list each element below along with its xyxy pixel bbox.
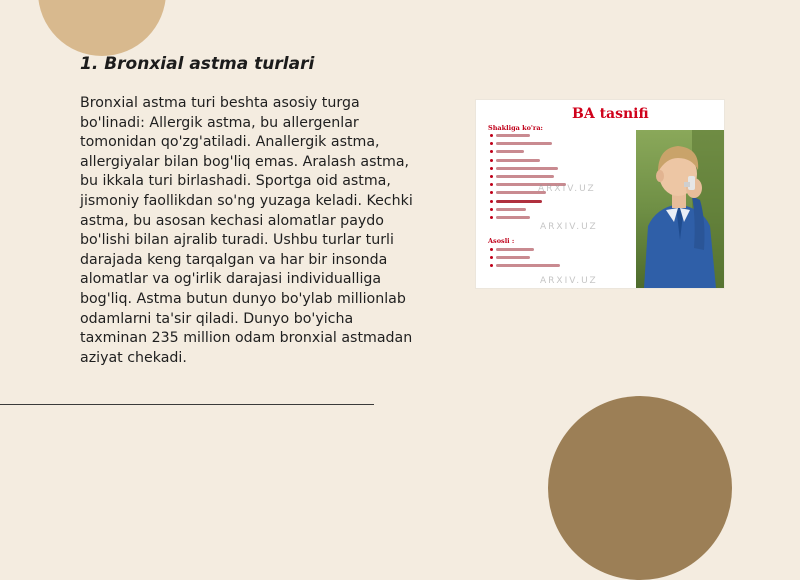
decorative-circle-top xyxy=(38,0,166,56)
watermark: ARXIV.UZ xyxy=(540,276,598,286)
list-item xyxy=(496,200,542,203)
slide-body-text: Bronxial astma turi beshta asosiy turga bo'linadi: Allergik astma, bu allergenlar tomonidan qo'zg'atiladi. Anallergik astma, allergiyalar bilan bog'liq emas. Aralash astma, bu ikkala turi birlashadi. Sportga oid astma, jismoniy faollikdan so'ng yuzaga keladi. Kechki astma, bu asosan kechasi alomatlar paydo bo'lishi bilan ajralib turadi. Ushbu turlar turli darajada keng tarqalgan va har bir insonda alomatlar va og'irlik darajasi individualliga bog'liq. Astma butun dunyo bo'ylab millionlab odamlarni ta'sir qiladi. Dunyo bo'yicha taxminan 235 million odam bronxial astmadan aziyat chekadi. xyxy=(80,95,413,366)
figure-heading-form: Shakliga ko'ra: xyxy=(488,124,543,132)
list-item xyxy=(496,208,526,211)
decorative-circle-bottom xyxy=(548,396,732,580)
list-item xyxy=(496,150,524,153)
classification-figure xyxy=(476,100,724,288)
slide-title: 1. Bronxial astma turlari xyxy=(80,54,315,74)
list-item xyxy=(496,134,530,137)
list-item xyxy=(496,175,554,178)
figure-heading-basis: Asosli : xyxy=(488,237,515,245)
list-item xyxy=(496,216,530,219)
watermark: ARXIV.UZ xyxy=(538,184,596,194)
watermark: ARXIV.UZ xyxy=(540,222,598,232)
list-item xyxy=(496,159,540,162)
horizontal-divider xyxy=(0,404,374,405)
list-item xyxy=(496,248,534,251)
figure-list-basis xyxy=(490,248,590,272)
child-inhaler-photo xyxy=(636,130,724,288)
list-item xyxy=(496,167,558,170)
figure-list-form xyxy=(490,134,630,224)
figure-title: BA tasnifi xyxy=(572,106,649,122)
list-item xyxy=(496,264,560,267)
list-item xyxy=(496,142,552,145)
list-item xyxy=(496,256,530,259)
